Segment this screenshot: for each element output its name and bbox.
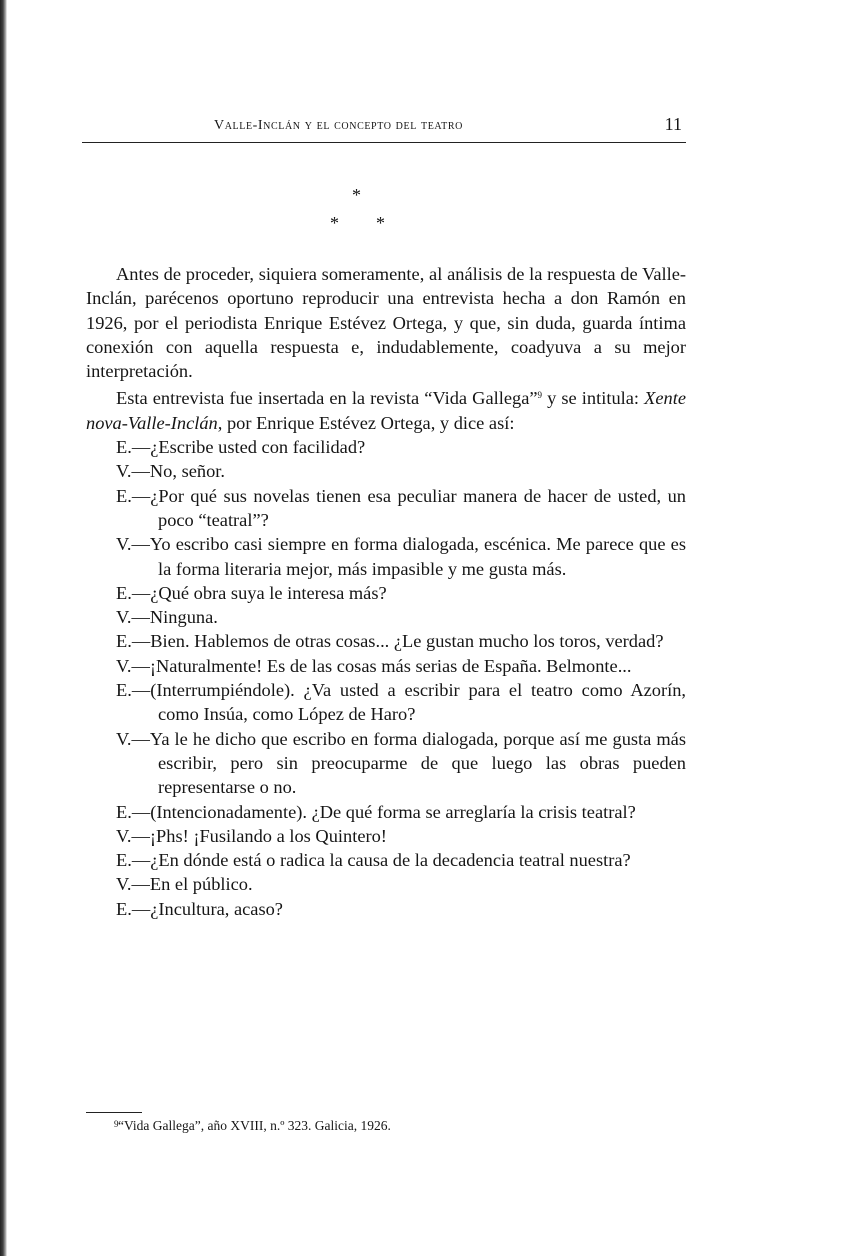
dialogue-text: ¡Phs! ¡Fusilando a los Quintero!	[149, 825, 387, 846]
dialogue-line	[86, 824, 686, 848]
dialogue-text: No, señor.	[149, 461, 225, 482]
speaker-label: E.—	[116, 850, 151, 871]
speaker-label: E.—	[116, 680, 151, 701]
dialogue-line	[86, 484, 686, 533]
speaker-label: E.—	[116, 801, 151, 822]
dialogue-line	[86, 654, 686, 678]
page-number: 11	[664, 114, 682, 134]
book-spine-shadow	[0, 0, 7, 1256]
dialogue-text: ¿Escribe usted con facilidad?	[150, 437, 366, 458]
dialogue-line	[86, 872, 686, 896]
dialogue-line	[86, 581, 686, 605]
speaker-label: E.—	[116, 631, 151, 652]
dialogue-text: Bien. Hablemos de otras cosas... ¿Le gustan mucho los toros, verdad?	[150, 631, 664, 652]
dialogue-text: En el público.	[149, 874, 253, 895]
dialogue-text: ¿Qué obra suya le interesa más?	[150, 582, 387, 603]
footnote-rule	[86, 1112, 142, 1113]
body-text	[86, 262, 686, 921]
page-header	[82, 112, 686, 143]
speaker-label: E.—	[116, 437, 151, 458]
speaker-label: V.—	[116, 825, 150, 846]
footnote	[114, 1117, 391, 1135]
footnote-text: “Vida Gallega”, año XVIII, n.º 323. Galicia, 1926.	[118, 1118, 391, 1133]
asterisk-left: *	[330, 213, 339, 233]
para2-text-b: y se intitula:	[542, 388, 645, 409]
section-separator-asterism	[330, 180, 430, 240]
paragraph-interview-source	[86, 383, 686, 435]
dialogue-text: Ninguna.	[149, 607, 218, 628]
speaker-label: V.—	[116, 534, 150, 555]
speaker-label: V.—	[116, 607, 150, 628]
dialogue-text: (Interrumpiéndole). ¿Va usted a escribir para el teatro como Azorín, como Insúa, como López de Haro?	[150, 680, 686, 725]
dialogue-text: (Intencionadamente). ¿De qué forma se arreglaría la crisis teatral?	[150, 801, 636, 822]
speaker-label: E.—	[116, 898, 151, 919]
running-head: Valle-Inclán y el concepto del teatro	[214, 118, 463, 133]
dialogue-line	[86, 605, 686, 629]
dialogue-text: Yo escribo casi siempre en forma dialogada, escénica. Me parece que es la forma literaria mejor, más impasible y me gusta más.	[149, 534, 686, 579]
dialogue-text: Ya le he dicho que escribo en forma dialogada, porque así me gusta más escribir, pero sin preocuparme de que luego las obras pueden representarse o no.	[149, 728, 686, 798]
dialogue-line	[86, 800, 686, 824]
article-title: Xente nova-Valle-Inclán,	[86, 388, 686, 433]
speaker-label: V.—	[116, 874, 150, 895]
speaker-label: V.—	[116, 728, 150, 749]
para2-text-c: por Enrique Estévez Ortega, y dice así:	[222, 412, 515, 433]
speaker-label: E.—	[116, 582, 151, 603]
paragraph-intro: Antes de proceder, siquiera someramente, al análisis de la respuesta de Valle-Inclán, parécenos oportuno reproducir una entrevista hecha a don Ramón en 1926, por el periodista Enrique Estévez Ortega, y que, sin duda, guarda íntima conexión con aquella respuesta e, indudablemente, coadyuva a su mejor interpretación.	[86, 264, 686, 382]
footnote-reference: 9	[537, 390, 543, 401]
speaker-label: V.—	[116, 461, 150, 482]
dialogue-line	[86, 848, 686, 872]
speaker-label: E.—	[116, 485, 151, 506]
dialogue-text: ¡Naturalmente! Es de las cosas más serias de España. Belmonte...	[149, 655, 632, 676]
footnote-mark: 9	[114, 1119, 119, 1129]
dialogue-line	[86, 727, 686, 800]
dialogue-text: ¿Incultura, acaso?	[150, 898, 283, 919]
dialogue-line	[86, 897, 686, 921]
speaker-label: V.—	[116, 655, 150, 676]
asterisk-right: *	[376, 213, 385, 233]
para2-text-a: Esta entrevista fue insertada en la revista “Vida Gallega”	[116, 388, 538, 409]
dialogue-line	[86, 459, 686, 483]
asterisk-top: *	[352, 185, 361, 205]
dialogue-line	[86, 678, 686, 727]
dialogue-text: ¿Por qué sus novelas tienen esa peculiar manera de hacer de usted, un poco “teatral”?	[150, 485, 686, 530]
dialogue-text: ¿En dónde está o radica la causa de la decadencia teatral nuestra?	[150, 850, 631, 871]
dialogue-line	[86, 532, 686, 581]
dialogue-line	[86, 435, 686, 459]
dialogue-line	[86, 629, 686, 653]
